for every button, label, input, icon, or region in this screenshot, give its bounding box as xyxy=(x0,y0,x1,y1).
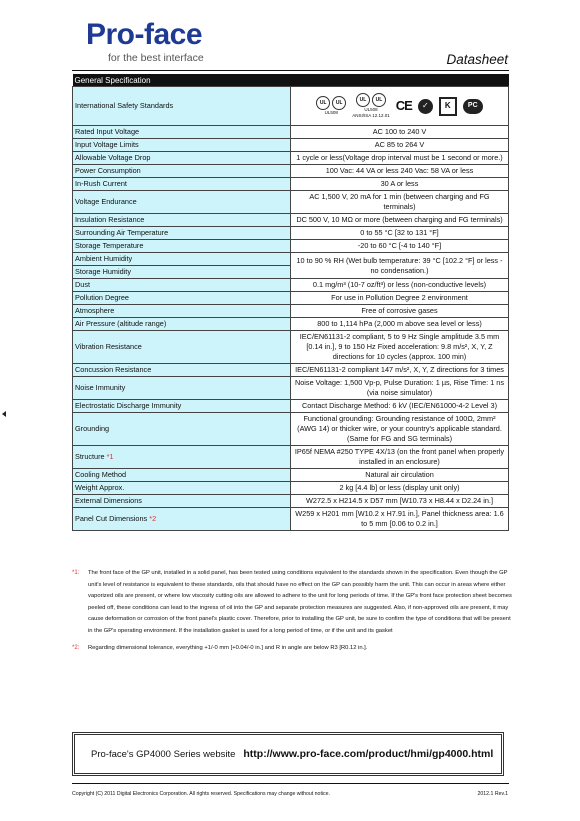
spec-table-title: General Specification xyxy=(73,74,509,87)
table-row xyxy=(73,413,509,446)
spec-label: Rated Input Voltage xyxy=(73,126,291,139)
spec-value: -20 to 60 °C [-4 to 140 °F] xyxy=(291,240,509,253)
spec-value: For use in Pollution Degree 2 environment xyxy=(291,292,509,305)
spec-label: Vibration Resistance xyxy=(73,331,291,364)
c-UL-us-icon: UL xyxy=(316,96,330,110)
ul-caption: UL508 xyxy=(324,110,338,115)
table-row xyxy=(73,126,509,139)
spec-value: DC 500 V, 10 MΩ or more (between charging and FG terminals) xyxy=(291,214,509,227)
safety-marks xyxy=(291,87,509,126)
footer-divider xyxy=(72,783,509,784)
table-row xyxy=(73,377,509,400)
spec-label: External Dimensions xyxy=(73,495,291,508)
spec-label: Electrostatic Discharge Immunity xyxy=(73,400,291,413)
footnote-1 xyxy=(72,568,512,637)
table-row xyxy=(73,446,509,469)
c-UL-us-icon: UL xyxy=(356,93,370,107)
spec-label: Noise Immunity xyxy=(73,377,291,400)
spec-label: In-Rush Current xyxy=(73,178,291,191)
table-row xyxy=(73,482,509,495)
spec-label: Pollution Degree xyxy=(73,292,291,305)
table-row xyxy=(73,139,509,152)
spec-value: W272.5 x H214.5 x D57 mm [W10.73 x H8.44 x D2.24 in.] xyxy=(291,495,509,508)
spec-value: 2 kg [4.4 lb] or less (display unit only) xyxy=(291,482,509,495)
table-row xyxy=(73,318,509,331)
spec-label: Surrounding Air Temperature xyxy=(73,227,291,240)
spec-label: Insulation Resistance xyxy=(73,214,291,227)
spec-label: Concussion Resistance xyxy=(73,364,291,377)
spec-label: Cooling Method xyxy=(73,469,291,482)
spec-label-text: Panel Cut Dimensions xyxy=(75,514,148,523)
spec-value: 1 cycle or less(Voltage drop interval must be 1 second or more.) xyxy=(291,152,509,165)
spec-label: Storage Temperature xyxy=(73,240,291,253)
spec-label: International Safety Standards xyxy=(73,87,291,126)
spec-value: IEC/EN61131-2 compliant 147 m/s², X, Y, Z directions for 3 times xyxy=(291,364,509,377)
logo-tagline: for the best interface xyxy=(108,52,204,64)
table-row xyxy=(73,214,509,227)
spec-label: Grounding xyxy=(73,413,291,446)
spec-table xyxy=(72,74,509,531)
spec-value: IP65f NEMA #250 TYPE 4X/13 (on the front panel when properly installed in an enclosure) xyxy=(291,446,509,469)
spec-label: Air Pressure (altitude range) xyxy=(73,318,291,331)
spec-value: 10 to 90 % RH (Wet bulb temperature: 39 °C [102.2 °F] or less - no condensation.) xyxy=(291,253,509,279)
table-row xyxy=(73,152,509,165)
spec-value: IEC/EN61131-2 compliant, 5 to 9 Hz Single amplitude 3.5 mm [0.14 in.], 9 to 150 Hz Fixed acceleration: 9.8 m/s², X, Y, Z directions for 10 cycles (approx. 100 min) xyxy=(291,331,509,364)
spec-label-text: Structure xyxy=(75,452,105,461)
spec-value: 100 Vac: 44 VA or less 240 Vac: 58 VA or less xyxy=(291,165,509,178)
table-row xyxy=(73,279,509,292)
table-row xyxy=(73,469,509,482)
spec-label: Dust xyxy=(73,279,291,292)
spec-value: W259 x H201 mm [W10.2 x H7.91 in.], Panel thickness area: 1.6 to 5 mm [0.06 to 0.2 in.] xyxy=(291,508,509,531)
table-row xyxy=(73,227,509,240)
kc-mark-icon: K xyxy=(439,97,457,116)
table-row xyxy=(73,305,509,318)
c-UL-us-icon: UL xyxy=(332,96,346,110)
table-row xyxy=(73,191,509,214)
revision-text: 2012.1 Rev.1 xyxy=(477,791,508,797)
table-row xyxy=(73,292,509,305)
spec-label xyxy=(73,508,291,531)
spec-label: Atmosphere xyxy=(73,305,291,318)
spec-value: Free of corrosive gases xyxy=(291,305,509,318)
ul-mark-group-2 xyxy=(352,93,390,119)
table-row xyxy=(73,253,509,266)
website-box xyxy=(72,732,504,776)
spec-value: 0 to 55 °C [32 to 131 °F] xyxy=(291,227,509,240)
spec-label: Input Voltage Limits xyxy=(73,139,291,152)
table-row xyxy=(73,87,509,126)
spec-value: Contact Discharge Method: 6 kV (IEC/EN61000-4-2 Level 3) xyxy=(291,400,509,413)
header-divider xyxy=(72,70,509,71)
spec-value: 0.1 mg/m³ (10-7 oz/ft³) or less (non-conductive levels) xyxy=(291,279,509,292)
spec-value: Noise Voltage: 1,500 Vp-p, Pulse Duration: 1 µs, Rise Time: 1 ns (via noise simulator) xyxy=(291,377,509,400)
footnote-2 xyxy=(72,643,512,655)
c-UL-us-icon: UL xyxy=(372,93,386,107)
footnotes xyxy=(72,568,512,661)
table-row xyxy=(73,331,509,364)
ul-mark-group xyxy=(316,96,346,116)
spec-value: Natural air circulation xyxy=(291,469,509,482)
proface-logo xyxy=(86,20,204,64)
doc-type-label: Datasheet xyxy=(446,52,508,67)
table-row xyxy=(73,364,509,377)
table-row xyxy=(73,508,509,531)
spec-value: Functional grounding: Grounding resistance of 100Ω, 2mm² (AWG 14) or thicker wire, or your country's applicable standard. (Same for FG and SG terminals) xyxy=(291,413,509,446)
ce-mark-icon: CE xyxy=(395,98,412,113)
table-row xyxy=(73,240,509,253)
footnote-text: The front face of the GP unit, installed in a solid panel, has been tested using conditions equivalent to the standards shown in the specification. Even though the GP unit's level of resistance is equivalent to these standards, oils that should have no effect on the GP can possibly harm the unit. This can occur in areas where either vaporized oils are present, or where low viscosity cutting oils are allowed to adhere to the unit for long periods of time. If the GP's front face protection sheet becomes peeled off, these conditions can lead to the ingress of oil into the GP and separate protection measures are suggested. Also, if non-approved oils are present, it may cause deformation or corrosion of the front panel's plastic cover. Therefore, prior to installing the GP unit, be sure to confirm the type of conditions that will be present in the GP's operating environment. If the installation gasket is used for a long period of time, or if the unit and its gasket xyxy=(88,570,512,634)
footnote-ref: *1 xyxy=(106,452,114,461)
footnote-ref: *2 xyxy=(149,514,157,523)
ul-caption: UL508 ANSI/ISA 12.12.01 xyxy=(352,107,390,118)
spec-label: Weight Approx. xyxy=(73,482,291,495)
spec-value: 30 A or less xyxy=(291,178,509,191)
spec-value: AC 1,500 V, 20 mA for 1 min (between charging and FG terminals) xyxy=(291,191,509,214)
table-row xyxy=(73,400,509,413)
footnote-text: Regarding dimensional tolerance, everything +1/-0 mm [+0.04/-0 in.] and R in angle are below R3 [R0.12 in.]. xyxy=(88,645,368,651)
table-row xyxy=(73,178,509,191)
spec-value: AC 100 to 240 V xyxy=(291,126,509,139)
footnote-mark: *2: xyxy=(72,645,80,651)
spec-label: Ambient Humidity xyxy=(73,253,291,266)
spec-label: Power Consumption xyxy=(73,165,291,178)
footnote-mark: *1: xyxy=(72,570,80,576)
spec-label: Voltage Endurance xyxy=(73,191,291,214)
spec-value: 800 to 1,114 hPa (2,000 m above sea level or less) xyxy=(291,318,509,331)
website-label: Pro-face's GP4000 Series website xyxy=(91,748,236,760)
spec-value: AC 85 to 264 V xyxy=(291,139,509,152)
spec-label xyxy=(73,446,291,469)
page-nav-arrow-icon[interactable] xyxy=(2,411,6,417)
table-row xyxy=(73,165,509,178)
logo-text: Pro-face xyxy=(86,18,203,51)
c-tick-icon: ✓ xyxy=(418,99,433,114)
table-row xyxy=(73,495,509,508)
spec-label: Storage Humidity xyxy=(73,266,291,279)
pc-mark-icon: PC xyxy=(463,99,483,114)
copyright-text: Copyright (C) 2011 Digital Electronics Corporation. All rights reserved. Specifications may change without notice. xyxy=(72,791,330,797)
website-link[interactable]: http://www.pro-face.com/product/hmi/gp4000.html xyxy=(243,748,494,760)
spec-label: Allowable Voltage Drop xyxy=(73,152,291,165)
